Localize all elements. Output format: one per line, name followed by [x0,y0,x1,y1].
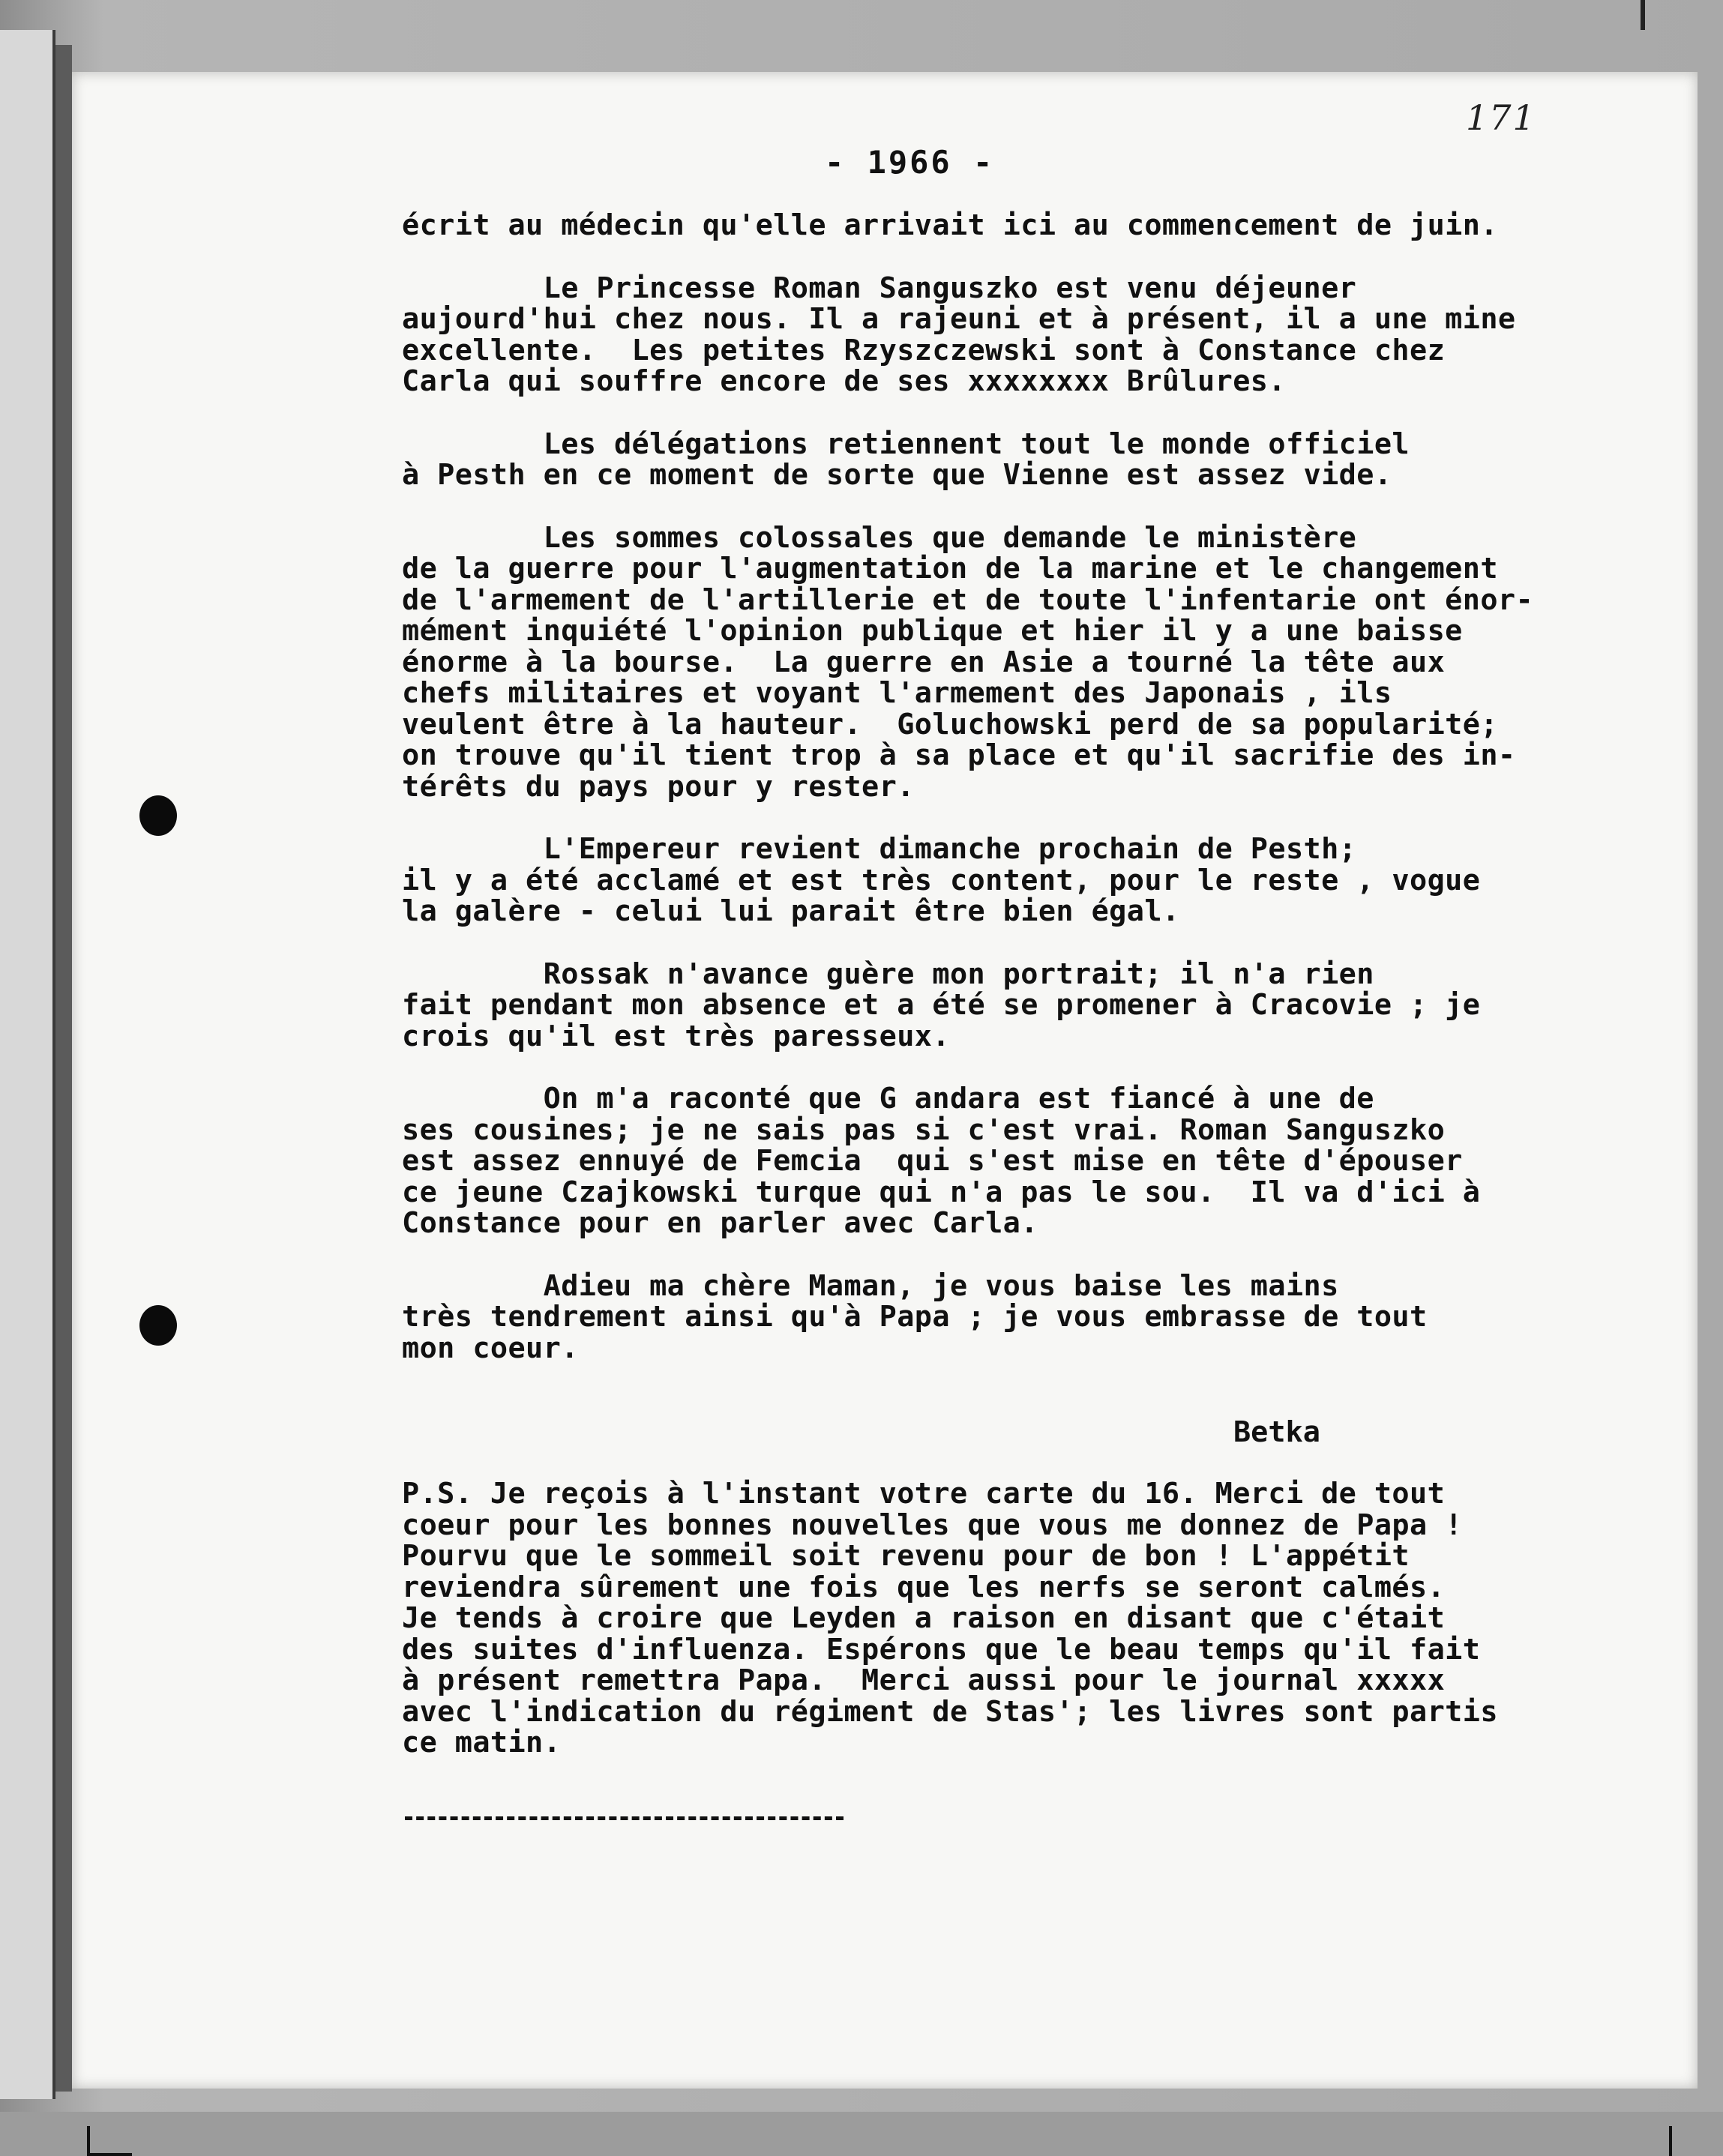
postscript-line: ce matin. [402,1726,562,1759]
postscript-line: reviendra sûrement une fois que les nerfs se seront calmés. [402,1570,1446,1604]
postscript-line: des suites d'influenza. Espérons que le beau temps qu'il fait [402,1632,1481,1666]
crop-mark [87,2153,132,2156]
postscript [402,1478,1617,1759]
postscript-line: Je tends à croire que Leyden a raison en disant que c'était [402,1601,1446,1635]
postscript-line: à présent remettra Papa. Merci aussi pour le journal xxxxx [402,1663,1446,1697]
crop-mark [1669,2126,1672,2156]
adjacent-page-edge [0,30,55,2099]
crop-mark [87,2126,90,2156]
signature: Betka [1233,1415,1320,1449]
text-line: énorme à la bourse. La guerre en Asie a tourné la tête aux [402,645,1446,679]
text-line: excellente. Les petites Rzyszczewski sont à Constance chez [402,333,1446,367]
paragraph-gap [402,1052,1617,1083]
text-line: est assez ennuyé de Femcia qui s'est mise en tête d'épouser [402,1144,1463,1178]
paragraph-gap [402,397,1617,429]
punch-hole [139,795,177,836]
postscript-line: avec l'indication du régiment de Stas'; les livres sont partis [402,1694,1498,1729]
text-line: on trouve qu'il tient trop à sa place et qu'il sacrifie des in- [402,738,1516,772]
text-line: On m'a raconté que G andara est fiancé à une de [402,1082,1374,1115]
text-line: Le Princesse Roman Sanguszko est venu déjeuner [402,271,1357,305]
letter-body [402,210,1617,1364]
text-line: Rossak n'avance guère mon portrait; il n'a rien [402,957,1374,991]
text-line: écrit au médecin qu'elle arrivait ici au commencement de juin. [402,208,1498,242]
text-line: L'Empereur revient dimanche prochain de Pesth; [402,832,1357,866]
text-line: Carla qui souffre encore de ses xxxxxxxx Brûlures. [402,364,1286,398]
paragraph-gap [402,241,1617,273]
text-line: ses cousines; je ne sais pas si c'est vrai. Roman Sanguszko [402,1112,1446,1147]
text-line: aujourd'hui chez nous. Il a rajeuni et à présent, il a une mine [402,302,1516,336]
text-line: Les sommes colossales que demande le ministère [402,520,1357,555]
text-line: crois qu'il est très paresseux. [402,1019,950,1053]
text-line: veulent être à la hauteur. Goluchowski perd de sa popularité; [402,707,1498,741]
binding-shadow [55,45,72,2092]
text-line: Les délégations retiennent tout le monde officiel [402,427,1410,461]
text-line: la galère - celui lui parait être bien égal. [402,894,1180,928]
paragraph-gap [402,1239,1617,1271]
text-line: mon coeur. [402,1331,579,1365]
text-line: Constance pour en parler avec Carla. [402,1206,1038,1240]
text-line: mément inquiété l'opinion publique et hier il y a une baisse [402,614,1463,648]
text-line: térêts du pays pour y rester. [402,769,915,804]
paragraph-gap [402,927,1617,959]
closing-rule [405,1816,844,1820]
text-line: Adieu ma chère Maman, je vous baise les mains [402,1268,1339,1303]
text-line: très tendrement ainsi qu'à Papa ; je vous embrasse de tout [402,1300,1428,1334]
paragraph-gap [402,802,1617,834]
scan-edge-mark [1641,0,1645,30]
paragraph-gap [402,491,1617,523]
postscript-line: Pourvu que le sommeil soit revenu pour de bon ! L'appétit [402,1539,1410,1573]
text-line: de l'armement de l'artillerie et de toute l'infentarie ont énor- [402,582,1534,617]
text-line: fait pendant mon absence et a été se promener à Cracovie ; je [402,988,1481,1022]
text-line: ce jeune Czajkowski turque qui n'a pas le sou. Il va d'ici à [402,1175,1481,1209]
folio-number: 171 [1466,97,1536,138]
postscript-line: P.S. Je reçois à l'instant votre carte du 16. Merci de tout [402,1477,1446,1511]
text-line: à Pesth en ce moment de sorte que Vienne est assez vide. [402,458,1392,492]
punch-hole [139,1305,177,1346]
text-line: chefs militaires et voyant l'armement des Japonais , ils [402,676,1392,710]
page-number: - 1966 - [825,144,995,181]
text-line: de la guerre pour l'augmentation de la marine et le changement [402,552,1498,585]
postscript-line: coeur pour les bonnes nouvelles que vous me donnez de Papa ! [402,1508,1463,1542]
text-line: il y a été acclamé et est très content, pour le reste , vogue [402,863,1481,897]
